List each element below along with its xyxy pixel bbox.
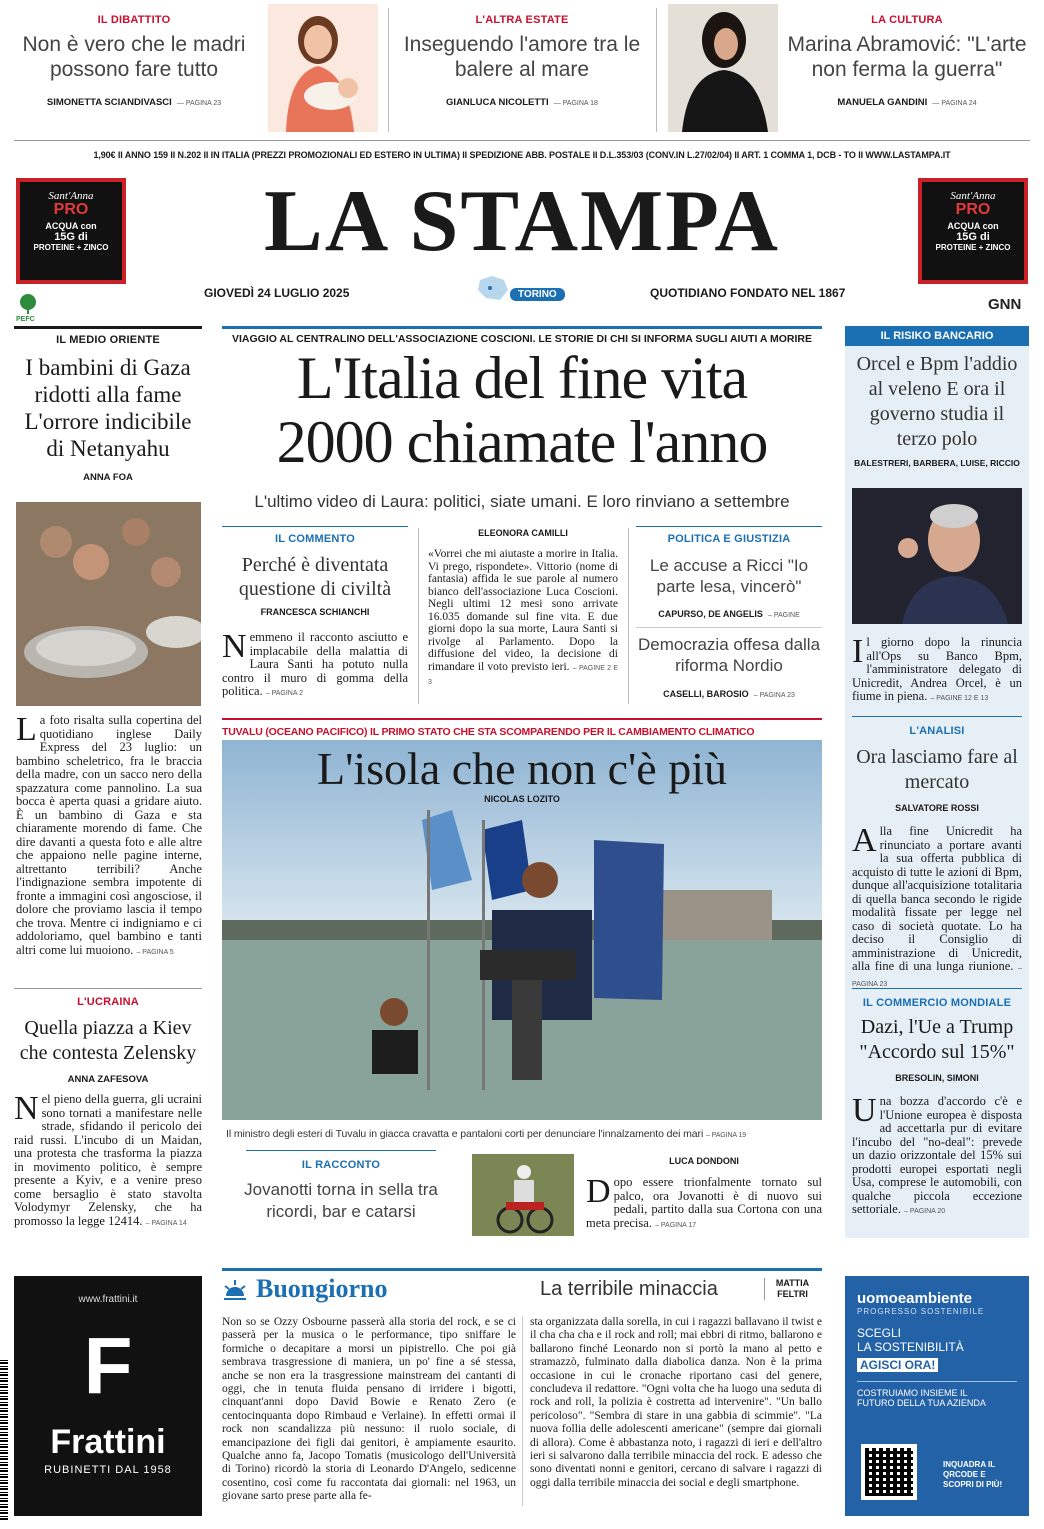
ad-text: SCOPRI DI PIÙ! <box>943 1480 1003 1489</box>
racconto-block <box>222 1150 460 1223</box>
divider <box>852 988 1022 989</box>
drop-cap: D <box>586 1173 611 1210</box>
buongiorno-col1: Non so se Ozzy Osbourne passerà alla storia del rock, e se ci passerà per la musica o le performance, tipo sniffare le formiche o decapitare a morsi un pipistrello. Che poi già sembrava trasgressione di maniera, un po' fine a sé stessa, anche se non era la trasgressione mainstream dei cantanti di oggi, che in tenuta fluida pensano di irridere i bigotti, cinquant'anni dopo David Bowie e Renato Zero (e centocinquanta dopo Rimbaud e Verlaine). In effetti ormai il rock non scandalizza più nessuno: il ruolo sociale, di emancipazione dei figli dai genitori, è ampiamente esaurito. Qualche anno fa, Jacopo Tomatis (musicologo dell'Università di Torino) ricordò la storia di Leonardo D'Angelo, sedicenne cosentino, così come fu raccontata dai giornali: nel 1963, un giovane sarto prese parte alla fe- <box>222 1316 516 1503</box>
tuvalu-caption <box>226 1128 826 1140</box>
divider <box>14 988 202 989</box>
barcode <box>0 1360 8 1520</box>
abramovic-photo <box>668 4 778 132</box>
story-text: emmeno il racconto asciutto e implacabile della malattia di Laura Santi ha potuto nulla contro il muro di gomma della politica. <box>222 630 408 698</box>
story-title[interactable]: Le accuse a Ricci "Io parte lesa, vincerò" <box>649 556 809 596</box>
story-title[interactable]: Democrazia offesa dalla riforma Nordio <box>637 635 821 675</box>
divider <box>14 140 1030 141</box>
tuvalu-kicker: TUVALU (OCEANO PACIFICO) IL PRIMO STATO CHE STA SCOMPARENDO PER IL CAMBIAMENTO CLIMATICO <box>222 726 755 738</box>
page-ref: – PAGINA 17 <box>655 1221 697 1229</box>
commento-block <box>222 526 408 701</box>
section-kicker: IL RACCONTO <box>301 1159 381 1171</box>
teaser-author: MANUELA GANDINI <box>837 97 928 108</box>
headline-line: L'Italia del fine vita <box>296 345 748 411</box>
divider <box>418 528 419 704</box>
story-title[interactable]: Quella piazza a Kiev che contesta Zelensky <box>19 1017 197 1064</box>
ad-text: 15G di <box>956 231 990 243</box>
main-rule <box>222 326 822 329</box>
main-kicker: VIAGGIO AL CENTRALINO DELL'ASSOCIAZIONE COSCIONI. LE STORIE DI CHI SI INFORMA SUGLI AIUTI A MORIRE <box>231 333 813 345</box>
story-author: BRESOLIN, SIMONI <box>895 1073 979 1083</box>
camilli-block <box>428 528 618 690</box>
ad-brand: Sant'Anna <box>950 190 996 202</box>
story-text: el pieno della guerra, gli ucraini sono tornati a manifestare nelle strade, sfidando il pericolo dei raid russi. L'incubo di un Maidan, una protesta che trasforma la piazza in movimento politico, è sempre presente a Kyiv, e a venire preso come bersaglio è stato stavolta Volodymyr Zelensky, che ha promosso la legge 12414. <box>14 1092 202 1228</box>
ad-text: QRCODE E <box>943 1470 986 1479</box>
section-kicker: L'ANALISI <box>909 725 965 737</box>
teaser-title: Marina Abramović: "L'arte non ferma la guerra" <box>787 33 1027 81</box>
ad-pro: PRO <box>53 201 89 218</box>
left-column <box>14 326 202 483</box>
story-title[interactable]: Orcel e Bpm l'addio al veleno E ora il governo studia il terzo polo <box>856 353 1018 450</box>
page-ref: – PAGINE <box>768 612 800 619</box>
ad-text: INQUADRA IL <box>943 1460 996 1469</box>
section-kicker: IL COMMERCIO MONDIALE <box>862 997 1012 1009</box>
divider <box>636 627 822 628</box>
story-title[interactable]: Perché è diventata questione di civiltà <box>238 554 392 600</box>
risiko-header <box>845 326 1029 346</box>
main-subtitle: L'ultimo video di Laura: politici, siate umani. E loro rinviano a settembre <box>254 492 790 511</box>
ad-text: ACQUA con <box>947 221 999 231</box>
orcel-photo[interactable] <box>852 488 1022 624</box>
author-first: MATTIA <box>775 1278 810 1288</box>
politica-rule <box>636 526 822 527</box>
page-ref: – PAGINA 19 <box>706 1132 747 1139</box>
drop-cap: U <box>852 1092 877 1129</box>
tuvalu-author: NICOLAS LOZITO <box>484 794 560 804</box>
teaser-title: Non è vero che le madri possono fare tutto <box>22 33 246 81</box>
story-body <box>16 711 202 959</box>
drop-cap: N <box>14 1090 39 1127</box>
masthead-date: GIOVEDÌ 24 LUGLIO 2025 <box>204 286 350 300</box>
risiko-block <box>850 352 1024 468</box>
story-author: LUCA DONDONI <box>669 1156 739 1166</box>
teaser-right[interactable] <box>782 14 1032 109</box>
story-author: FRANCESCA SCHIANCHI <box>260 607 370 617</box>
teaser-left[interactable] <box>14 14 254 109</box>
commento-rule <box>222 526 408 527</box>
story-body <box>586 1173 822 1232</box>
headline-line: 2000 chiamate l'anno <box>276 409 768 475</box>
story-text: lla fine Unicredit ha rinunciato a portare avanti la sua offerta pubblica di acquisto di tutte le azioni di Bpm, dunque all'acquisizione totalitaria di quella banca secondo le rigide modalità fissate per legge nel caso di società quotate. Lo ha deciso il Consiglio di amministrazione di Unicredit, alla fine di una lunga riunione. <box>852 824 1022 973</box>
divider <box>628 528 629 704</box>
ad-brand: Sant'Anna <box>48 190 94 202</box>
section-kicker: IL MEDIO ORIENTE <box>56 334 160 346</box>
ad-text: PROTEINE + ZINCO <box>935 243 1011 252</box>
qr-code[interactable] <box>861 1444 917 1500</box>
ad-pro: PRO <box>955 201 991 218</box>
divider <box>388 8 389 132</box>
ad-text: ACQUA con <box>45 221 97 231</box>
story-author: ANNA FOA <box>83 472 133 483</box>
ad-sub: PROGRESSO SOSTENIBILE <box>857 1307 985 1316</box>
page-ref: – PAGINA 20 <box>904 1208 946 1215</box>
divider <box>522 1316 523 1506</box>
commercio-block <box>852 988 1022 1219</box>
story-body <box>852 822 1022 991</box>
story-title[interactable]: Jovanotti torna in sella tra ricordi, bar e catarsi <box>244 1180 438 1221</box>
section-kicker: POLITICA E GIUSTIZIA <box>667 533 791 545</box>
buongiorno-rule <box>222 1268 822 1271</box>
page-ref: – PAGINA 5 <box>136 948 174 956</box>
page-ref: – PAGINA 23 <box>852 965 1022 988</box>
story-author: ELEONORA CAMILLI <box>478 528 568 538</box>
city-badge: TORINO <box>510 288 565 301</box>
ad-brand: uomoeambiente <box>857 1290 973 1307</box>
story-body <box>222 628 408 701</box>
santanna-ad-right[interactable] <box>918 178 1028 284</box>
ad-text: FUTURO DELLA TUA AZIENDA <box>857 1398 986 1408</box>
ad-text: 15G di <box>54 231 88 243</box>
page-ref: — PAGINA 18 <box>553 100 598 107</box>
story-text: opo essere trionfalmente tornato sul palco, ora Jovanotti è di nuovo sui pedali, partito dalla sua Cortona con una meta precisa. <box>586 1175 822 1230</box>
buongiorno-col2: sta organizzata dalla sorella, in cui i ragazzi ballavano il twist e il cha cha cha e il rock and roll; mai ebbri di ritmo, ballarono e ballarono finché Leonardo non si portò la mano al petto e stramazzò, fulminato dalla diabolica danza. Non è la prima occasione in cui le cronache riportano casi del genere, concludeva il redattore. "Ogni volta che ha luogo una seduta di rock and roll, la polizia è costretta ad intervenire". "Un ballo pericoloso". "Sembra di stare in una gabbia di scimmie". "La nuova follia delle adolescenti americane" (sempre dai giornali di allora). Come è abbastanza noto, i ragazzi di ieri e dell'altro ieri si salvarono dalla terribile minaccia del rock. E adesso che sono diventati nonni e genitori, cercano di salvare i ragazzi di oggi dalla terribile minaccia dei social e degli smartphone. <box>530 1316 822 1489</box>
drop-cap: N <box>222 628 247 665</box>
pefc-logo <box>16 292 40 316</box>
drop-cap: A <box>852 822 877 859</box>
teaser-middle[interactable] <box>400 14 644 109</box>
section-kicker: L'UCRAINA <box>77 996 139 1008</box>
gaza-children-photo[interactable] <box>16 502 201 706</box>
section-kicker: IL COMMENTO <box>274 533 356 545</box>
frattini-logo-letter: F <box>83 1321 133 1410</box>
buongiorno-subtitle: La terribile minaccia <box>540 1278 718 1300</box>
story-text: «Vorrei che mi aiutaste a morire in Italia. Vi prego, rispondete». Vittorio (nome di fantasia) affida le sue parole al numero bianco dell'associazione Luca Coscioni. Negli ultimi 12 mesi sono arrivate 16.035 domande sul fine vita. E due giorni dopo la sua morte, Laura Santi si rivolge al Parlamento. Dopo la diffusione del video, la decisione di rimandare il voto previsto ieri. <box>428 548 618 673</box>
story-author: CASELLI, BAROSIO <box>663 689 749 699</box>
story-author: ANNA ZAFESOVA <box>67 1074 149 1085</box>
divider <box>656 8 657 132</box>
teaser-kicker: L'ALTRA ESTATE <box>475 14 569 26</box>
page-ref: – PAGINA 2 <box>265 690 303 697</box>
page-ref: – PAGINE 12 E 13 <box>930 695 989 702</box>
left-column-ukraine <box>14 988 202 1230</box>
frattini-ad[interactable] <box>14 1276 202 1516</box>
tuvalu-headline[interactable]: L'isola che non c'è più <box>316 743 727 794</box>
story-body <box>852 1092 1022 1219</box>
page-ref: – PAGINE 2 E 3 <box>428 664 618 686</box>
ad-cta: AGISCI ORA! <box>857 1358 938 1372</box>
teaser-author: SIMONETTA SCIANDIVASCI <box>46 97 172 108</box>
piedmont-map-icon <box>474 274 514 304</box>
ad-tagline: RUBINETTI DAL 1958 <box>44 1464 172 1476</box>
story-text: na bozza d'accordo c'è e l'Unione europea è disposta ad accettarla pur di evitare l'incubo del "no-deal": prevede un dazio orizzontale del 15% sui prodotti europei esportati negli Usa, comprese le automobili, con qualche piccola eccezione settoriale. <box>852 1094 1022 1216</box>
buongiorno-author <box>764 1278 820 1300</box>
masthead-founded: QUOTIDIANO FONDATO NEL 1867 <box>650 286 846 300</box>
author-last: FELTRI <box>777 1289 808 1299</box>
ad-text: SCEGLI <box>857 1326 902 1340</box>
divider <box>852 716 1022 717</box>
story-author: BALESTRERI, BARBERA, LUISE, RICCIO <box>854 458 1020 468</box>
story-body <box>428 548 618 690</box>
ad-text: COSTRUIAMO INSIEME IL <box>857 1388 968 1398</box>
drop-cap: L <box>16 711 37 748</box>
story-author: SALVATORE ROSSI <box>895 803 979 813</box>
ad-url: www.frattini.it <box>78 1294 138 1305</box>
story-title[interactable]: I bambini di Gaza ridotti alla fame L'orrore indicibile di Netanyahu <box>24 355 192 461</box>
story-text: a foto risalta sulla copertina del quotidiano inglese Daily Express del 23 luglio: un bambino scheletrico, fra le braccia della madre, con un sacco nero della spazzatura come pannolino. La sua bocca è aperta quasi a gridare aiuto. È un bambino di Gaza e sta chiaramente morendo di fame. Che dire davanti a questa foto e alle altre che appaiono nelle pagine interne, altrettanto terribili? Anche l'indignazione sembra impotente di fronte a immagini così angosciose, il dolore che proviamo lascia il tempo che trova. Mentre ci indigniamo e ci addoloriamo, quel bambino e tanti altri come lui muoiono. <box>16 713 202 957</box>
uomoambiente-ad[interactable] <box>845 1276 1029 1516</box>
section-kicker: IL RISIKO BANCARIO <box>880 330 994 342</box>
story-title[interactable]: Ora lasciamo fare al mercato <box>856 746 1018 793</box>
santanna-ad-left[interactable] <box>16 178 126 284</box>
story-body <box>14 1090 202 1230</box>
page-ref: — PAGINA 23 <box>176 100 222 107</box>
divider <box>857 1381 1017 1382</box>
buongiorno-title[interactable]: Buongiorno <box>256 1274 388 1303</box>
qr-text <box>943 1460 1002 1490</box>
teaser-kicker: IL DIBATTITO <box>97 14 171 26</box>
drop-cap: I <box>852 633 864 670</box>
politica-block <box>636 526 822 701</box>
story-body <box>852 633 1022 706</box>
masthead-logo[interactable]: LA STAMPA <box>264 173 780 270</box>
pefc-label: PEFC <box>16 316 35 323</box>
ad-text: PROTEINE + ZINCO <box>33 243 109 252</box>
teaser-title: Inseguendo l'amore tra le balere al mare <box>403 33 641 81</box>
story-author: CAPURSO, DE ANGELIS <box>658 609 763 619</box>
racconto-text-block <box>586 1156 822 1232</box>
story-title[interactable]: Dazi, l'Ue a Trump "Accordo sul 15%" <box>859 1016 1015 1063</box>
ad-brand: Frattini <box>50 1423 166 1461</box>
teaser-kicker: LA CULTURA <box>871 14 943 26</box>
divider <box>14 326 202 329</box>
jovanotti-photo[interactable] <box>472 1154 574 1236</box>
story-text: l giorno dopo la rinuncia all'Ops su Banco Bpm, l'amministratore delegato di Unicredit, Andrea Orcel, è un fiume in piena. <box>852 635 1022 703</box>
analisi-block <box>852 716 1022 991</box>
caption-text: Il ministro degli esteri di Tuvalu in giacca cravatta e pantaloni corti per denunciare l'innalzamento dei mari <box>226 1128 704 1140</box>
page-ref: — PAGINA 24 <box>932 100 977 107</box>
info-line: 1,90€ II ANNO 159 II N.202 II IN ITALIA (PREZZI PROMOZIONALI ED ESTERO IN ULTIMA) II SPEDIZIONE ABB. POSTALE II D.L.353/03 (CONV.IN L.27/02/04) II ART. 1 COMMA 1, DCB - TO II WWW.LASTAMPA.IT <box>93 150 951 160</box>
gnn-logo: GNN <box>988 296 1022 313</box>
tuvalu-rule <box>222 718 822 720</box>
ad-text: LA SOSTENIBILITÀ <box>857 1340 964 1354</box>
sun-icon <box>222 1278 248 1304</box>
mother-illustration <box>268 4 378 132</box>
teaser-author: GIANLUCA NICOLETTI <box>446 97 549 108</box>
page-ref: – PAGINA 14 <box>145 1219 187 1227</box>
main-headline[interactable] <box>216 346 828 474</box>
page-ref: – PAGINA 23 <box>753 692 795 699</box>
racconto-rule <box>246 1150 436 1151</box>
